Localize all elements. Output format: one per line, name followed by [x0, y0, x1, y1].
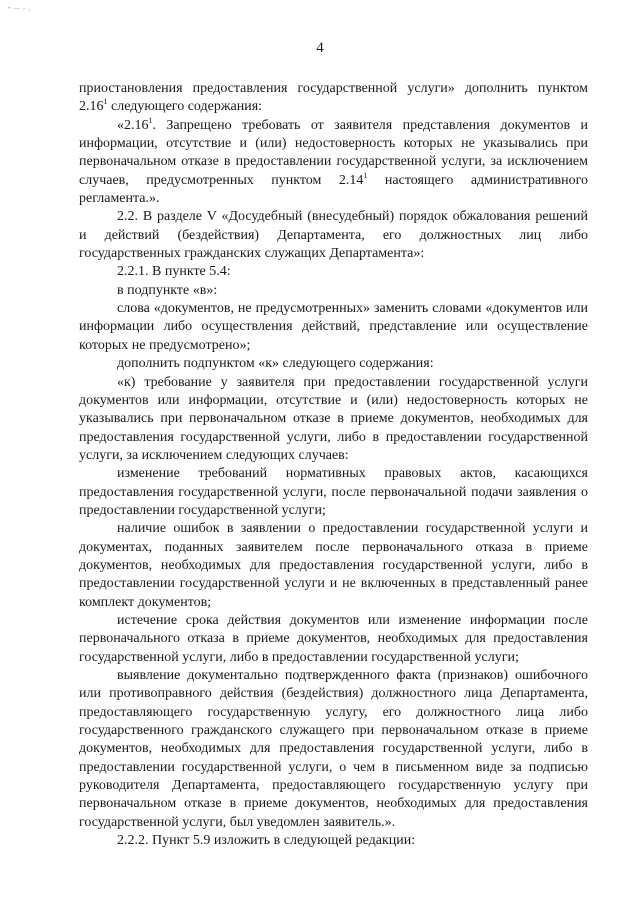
paragraph-2 [79, 117, 588, 209]
page-number: 4 [316, 40, 324, 56]
clause-number: 2.16 [79, 99, 104, 115]
paragraph-13: 2.2.2. Пункт 5.9 изложить в следующей редакции: [117, 833, 416, 849]
paragraph-1-continued [79, 98, 588, 116]
paragraph-5: в подпункте «в»: [117, 282, 218, 298]
paragraph-3: 2.2. В разделе V «Досудебный (внесудебный) порядок обжалования решений и действий (бездействия) Департамента, его должностных лиц либо государственных гражданских служащих Департамента»: [79, 209, 588, 262]
paragraph-11: истечение срока действия документов или изменение информации после первоначального отказа в приеме документов, необходимых для предоставления государственной услуги, либо в предоставлении государственной услуги; [79, 612, 588, 665]
paragraph-7: дополнить подпунктом «к» следующего содержания: [117, 356, 434, 372]
paragraph-6: слова «документов, не предусмотренных» заменить словами «документов или информации либо осуществления действий, представление или осуществление которых не предусмотрено»; [79, 301, 588, 353]
paragraph-2-text: . Запрещено требовать от заявителя представления документов и информации, отсутствие и (или) недостоверность которых не указывались при первоначальном отказе в предоставлении государственной услуги, за исключением случаев, предусмотренных пунктом 2.14 [79, 117, 588, 188]
clause-number: «2.16 [117, 117, 149, 133]
paragraph-8: «к) требование у заявителя при предоставлении государственной услуги документов или информации, отсутствие и (или) недостоверность которых не указывались при первоначальном отказе в приеме документов, необходимых для предоставления государственной услуги, либо в предоставлении государственной услуги, за исключением следующих случаев: [79, 374, 588, 463]
superscript: 1 [148, 115, 153, 125]
superscript: 1 [103, 97, 108, 107]
document-body [79, 80, 588, 850]
paragraph-9: изменение требований нормативных правовых актов, касающихся предоставления государственной услуги, после первоначальной подачи заявления о предоставлении государственной услуги; [79, 466, 588, 518]
paragraph-12: выявление документально подтвержденного факта (признаков) ошибочного или противоправного действия (бездействия) должностного лица Департамента, предоставляющего государственную услугу, его должностного лица либо государственного гражданского служащего при первоначальном отказе в приеме документов, необходимых для предоставления государственной услуги, либо в предоставлении государственной услуги, о чем в письменном виде за подписью руководителя Департамента, предоставляющего государственную услугу при первоначальном отказе в приеме документов, необходимых для предоставления государственной услуги, был уведомлен заявитель.». [79, 668, 588, 830]
paragraph-1-tail: следующего содержания: [107, 99, 263, 115]
paragraph-4: 2.2.1. В пункте 5.4: [117, 264, 231, 280]
scan-corner-mark: • — - , [8, 6, 32, 12]
paragraph-10: наличие ошибок в заявлении о предоставлении государственной услуги и документах, поданных заявителем после первоначального отказа в приеме документов, необходимых для предоставления государственной услуги, либо в предоставлении государственной услуги и не включенных в представленный ранее комплект документов; [79, 521, 588, 610]
paragraph-2-tail: настоящего административного регламента.». [79, 172, 588, 207]
paragraph-1: приостановления предоставления государственной услуги» дополнить пунктом [79, 81, 588, 96]
superscript: 1 [363, 170, 368, 180]
